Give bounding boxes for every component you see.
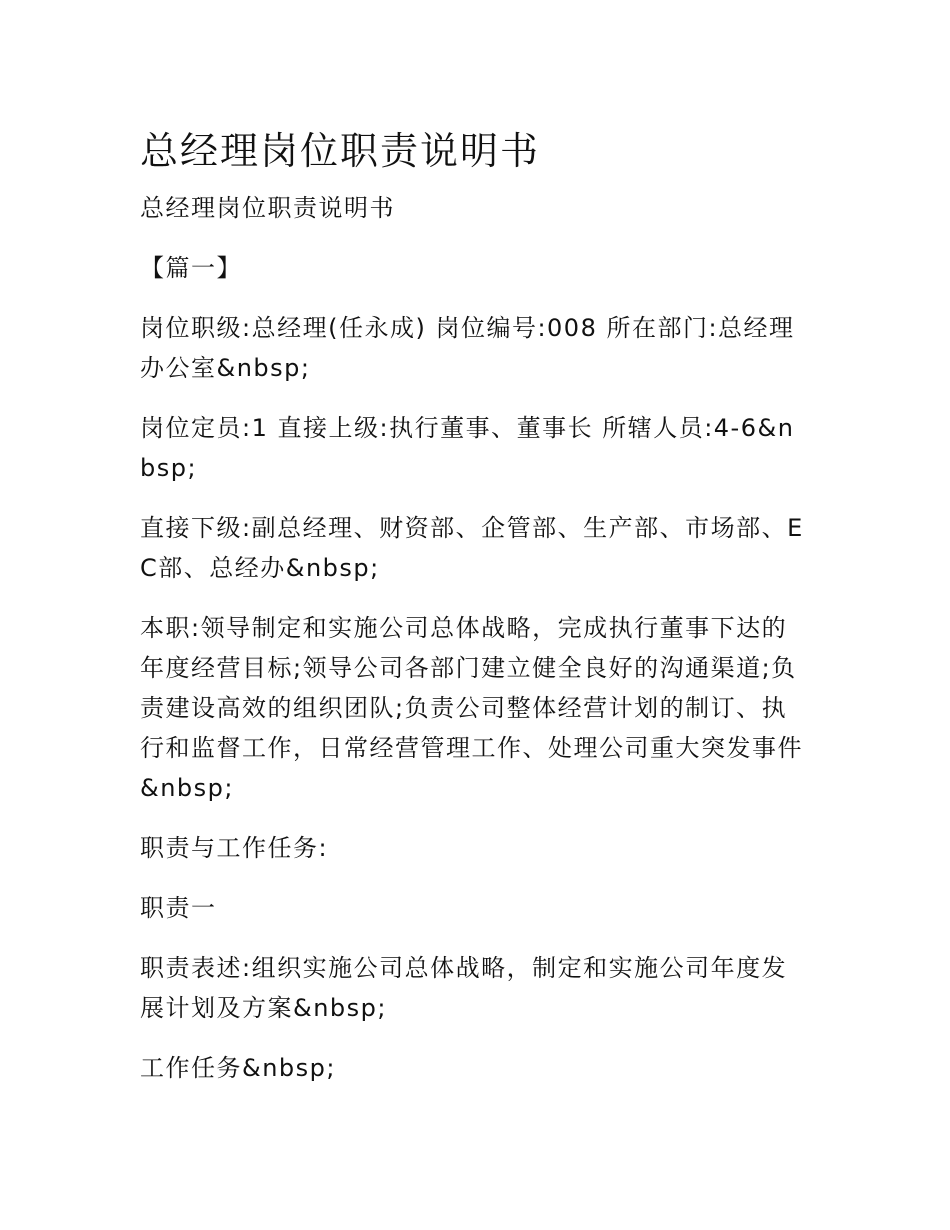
subtitle-paragraph: 总经理岗位职责说明书 — [140, 194, 395, 222]
duties-and-tasks-heading: 职责与工作任务: — [140, 834, 329, 862]
work-tasks-heading: 工作任务&nbsp; — [140, 1054, 336, 1082]
document-title: 总经理岗位职责说明书 — [140, 129, 541, 173]
main-duty-paragraph: 本职:领导制定和实施公司总体战略，完成执行董事下达的年度经营目标;领导公司各部门建立健全良好的沟通渠道;负责建设高效的组织团队;负责公司整体经营计划的制订、执行和监督工作，日常经营管理工作、处理公司重大突发事件&nbsp; — [140, 614, 803, 802]
staffing-info-paragraph: 岗位定员:1 直接上级:执行董事、董事长 所辖人员:4-6&nbsp; — [140, 414, 795, 482]
position-info-paragraph: 岗位职级:总经理(任永成) 岗位编号:008 所在部门:总经理办公室&nbsp; — [140, 314, 795, 382]
section-heading-part-one: 【篇一】 — [140, 254, 242, 282]
duty-one-heading: 职责一 — [140, 894, 217, 922]
subordinates-paragraph: 直接下级:副总经理、财资部、企管部、生产部、市场部、EC部、总经办&nbsp; — [140, 514, 804, 582]
document-body — [140, 124, 810, 1088]
duty-description-paragraph: 职责表述:组织实施公司总体战略，制定和实施公司年度发展计划及方案&nbsp; — [140, 954, 788, 1022]
